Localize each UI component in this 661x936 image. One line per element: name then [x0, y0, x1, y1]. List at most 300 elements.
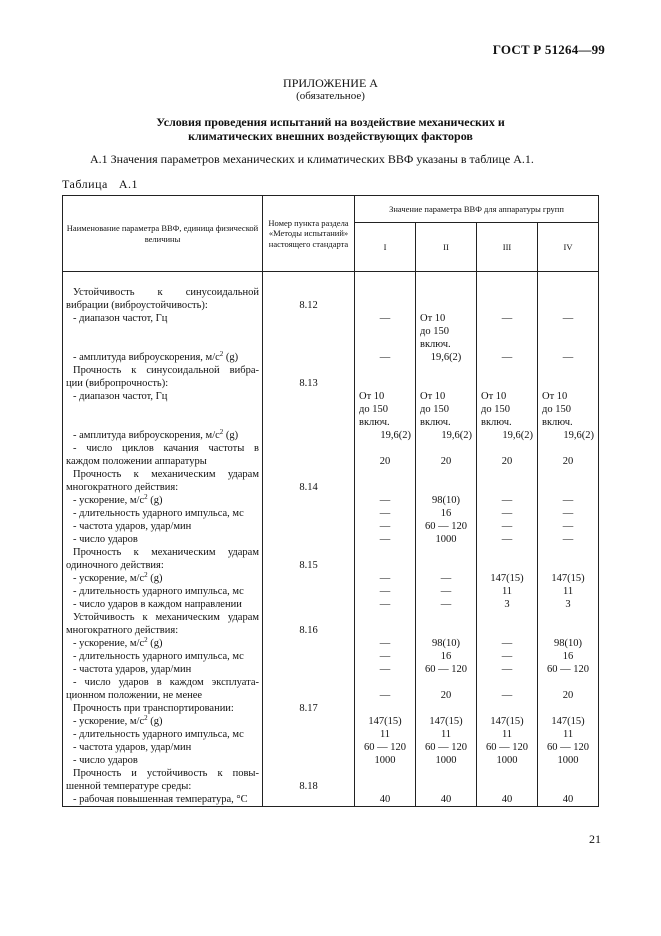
parameter-name-cell: Прочность и устойчивость к повы-: [63, 767, 263, 780]
group-2-value-cell: [416, 780, 477, 793]
clause-number-cell: [263, 364, 355, 377]
clause-number-cell: 8.13: [263, 377, 355, 390]
group-1-value-cell: —: [355, 637, 416, 650]
group-1-value-cell: [355, 611, 416, 624]
group-4-value-cell: [538, 546, 599, 559]
group-3-value-cell: 11: [477, 585, 538, 598]
group-2-value-cell: [416, 676, 477, 689]
table-row: [63, 442, 599, 455]
appendix-title: ПРИЛОЖЕНИЕ А: [283, 76, 378, 90]
group-4-value-cell: 147(15): [538, 572, 599, 585]
group-3-value-cell: 11: [477, 728, 538, 741]
header-clause-number: Номер пункта раздела «Методы испытаний» настоящего стандарта: [263, 196, 355, 272]
clause-number-cell: 8.16: [263, 624, 355, 637]
group-4-value-cell: [538, 767, 599, 780]
group-3-value-cell: [477, 468, 538, 481]
group-2-value-cell: 1000: [416, 533, 477, 546]
table-row: [63, 741, 599, 754]
group-3-value-cell: —: [477, 689, 538, 702]
table-row: [63, 377, 599, 390]
group-2-value-cell: 20: [416, 455, 477, 468]
group-3-value-cell: —: [477, 312, 538, 325]
group-1-value-cell: [355, 299, 416, 312]
group-1-value-cell: 1000: [355, 754, 416, 767]
group-1-value-cell: [355, 767, 416, 780]
clause-number-cell: [263, 416, 355, 429]
group-4-value-cell: 3: [538, 598, 599, 611]
group-2-value-cell: [416, 442, 477, 455]
group-4-value-cell: —: [538, 351, 599, 364]
clause-number-cell: [263, 611, 355, 624]
clause-number-cell: [263, 754, 355, 767]
group-2-value-cell: [416, 377, 477, 390]
group-1-value-cell: [355, 676, 416, 689]
group-3-value-cell: [477, 481, 538, 494]
table-row: [63, 728, 599, 741]
group-1-value-cell: [355, 702, 416, 715]
parameter-name-cell: - длительность ударного импульса, мс: [63, 507, 263, 520]
group-1-value-cell: —: [355, 351, 416, 364]
clause-number-cell: [263, 351, 355, 364]
group-4-value-cell: [538, 377, 599, 390]
parameter-name-cell: многократного действия:: [63, 624, 263, 637]
parameter-name-cell: [63, 338, 263, 351]
group-2-value-cell: [416, 702, 477, 715]
group-1-value-cell: [355, 481, 416, 494]
clause-number-cell: [263, 390, 355, 403]
group-1-value-cell: —: [355, 689, 416, 702]
header-group-2: II: [416, 223, 477, 272]
group-1-value-cell: [355, 338, 416, 351]
clause-number-cell: [263, 455, 355, 468]
clause-number-cell: [263, 429, 355, 442]
table-row: [63, 533, 599, 546]
group-2-value-cell: до 150: [416, 403, 477, 416]
group-3-value-cell: —: [477, 650, 538, 663]
table-row: [63, 546, 599, 559]
group-3-value-cell: —: [477, 637, 538, 650]
parameter-name-cell: - диапазон частот, Гц: [63, 390, 263, 403]
group-4-value-cell: 11: [538, 728, 599, 741]
clause-number-cell: [263, 325, 355, 338]
table-row: [63, 325, 599, 338]
group-4-value-cell: [538, 481, 599, 494]
group-2-value-cell: 19,6(2): [416, 429, 477, 442]
clause-number-cell: 8.12: [263, 299, 355, 312]
table-row: [63, 624, 599, 637]
parameter-name-cell: Прочность к синусоидальной вибра-: [63, 364, 263, 377]
parameter-name-cell: [63, 416, 263, 429]
clause-number-cell: [263, 403, 355, 416]
table-label: [62, 177, 138, 192]
group-4-value-cell: 98(10): [538, 637, 599, 650]
table-row: [63, 455, 599, 468]
clause-number-cell: [263, 637, 355, 650]
parameter-name-cell: ционном положении, не менее: [63, 689, 263, 702]
clause-number-cell: [263, 468, 355, 481]
clause-number-cell: [263, 338, 355, 351]
table-row: [63, 611, 599, 624]
group-2-value-cell: 98(10): [416, 494, 477, 507]
group-2-value-cell: [416, 611, 477, 624]
parameter-name-cell: - амплитуда виброускорения, $м/с^2$ (g): [63, 351, 263, 364]
group-3-value-cell: 19,6(2): [477, 429, 538, 442]
clause-number-cell: [263, 728, 355, 741]
group-4-value-cell: [538, 676, 599, 689]
group-1-value-cell: [355, 442, 416, 455]
group-3-value-cell: [477, 442, 538, 455]
group-4-value-cell: 60 — 120: [538, 663, 599, 676]
parameter-name-cell: - ускорение, $м/с^2$ (g): [63, 572, 263, 585]
clause-number-cell: [263, 598, 355, 611]
group-2-value-cell: включ.: [416, 338, 477, 351]
group-1-value-cell: —: [355, 650, 416, 663]
group-3-value-cell: [477, 338, 538, 351]
group-1-value-cell: до 150: [355, 403, 416, 416]
group-4-value-cell: 1000: [538, 754, 599, 767]
table-row: [63, 364, 599, 377]
section-heading: [0, 115, 661, 143]
parameter-name-cell: - частота ударов, удар/мин: [63, 520, 263, 533]
group-1-value-cell: [355, 325, 416, 338]
table-row: [63, 559, 599, 572]
clause-number-cell: [263, 650, 355, 663]
header-parameter-name: Наименование параметра ВВФ, единица физической величины: [63, 196, 263, 272]
appendix-subtitle: (обязательное): [296, 90, 365, 102]
group-3-value-cell: [477, 364, 538, 377]
group-3-value-cell: [477, 546, 538, 559]
parameter-name-cell: одиночного действия:: [63, 559, 263, 572]
group-1-value-cell: —: [355, 507, 416, 520]
table-row: [63, 507, 599, 520]
group-1-value-cell: —: [355, 533, 416, 546]
group-1-value-cell: 40: [355, 793, 416, 807]
clause-number-cell: [263, 520, 355, 533]
parameter-name-cell: - рабочая повышенная температура, °С: [63, 793, 263, 807]
table-row: [63, 676, 599, 689]
group-2-value-cell: [416, 624, 477, 637]
group-3-value-cell: —: [477, 494, 538, 507]
parameter-name-cell: Прочность к механическим ударам: [63, 468, 263, 481]
header-group-1: I: [355, 223, 416, 272]
group-3-value-cell: —: [477, 520, 538, 533]
table-row: [63, 572, 599, 585]
standard-number: ГОСТ Р 51264—99: [492, 42, 605, 57]
table-row: [63, 598, 599, 611]
parameter-name-cell: - длительность ударного импульса, мс: [63, 585, 263, 598]
table-row: [63, 637, 599, 650]
clause-number-cell: [263, 533, 355, 546]
table-row: [63, 416, 599, 429]
table-row: [63, 312, 599, 325]
table-row: [63, 351, 599, 364]
group-3-value-cell: до 150: [477, 403, 538, 416]
group-1-value-cell: [355, 624, 416, 637]
page-number: 21: [589, 832, 601, 846]
table-row: [63, 390, 599, 403]
group-2-value-cell: 60 — 120: [416, 520, 477, 533]
group-2-value-cell: От 10: [416, 390, 477, 403]
group-2-value-cell: —: [416, 572, 477, 585]
clause-number-cell: [263, 793, 355, 807]
group-4-value-cell: [538, 286, 599, 299]
group-3-value-cell: 40: [477, 793, 538, 807]
group-1-value-cell: [355, 364, 416, 377]
table-row: [63, 494, 599, 507]
group-3-value-cell: 147(15): [477, 572, 538, 585]
group-4-value-cell: [538, 702, 599, 715]
group-4-value-cell: 11: [538, 585, 599, 598]
parameter-name-cell: многократного действия:: [63, 481, 263, 494]
group-1-value-cell: —: [355, 598, 416, 611]
group-2-value-cell: [416, 559, 477, 572]
group-2-value-cell: 60 — 120: [416, 741, 477, 754]
group-4-value-cell: 16: [538, 650, 599, 663]
header-group-3: III: [477, 223, 538, 272]
group-2-value-cell: 19,6(2): [416, 351, 477, 364]
parameter-name-cell: - ускорение, $м/с^2$ (g): [63, 715, 263, 728]
group-3-value-cell: —: [477, 533, 538, 546]
group-4-value-cell: 147(15): [538, 715, 599, 728]
parameter-name-cell: - число ударов в каждом эксплуата-: [63, 676, 263, 689]
group-3-value-cell: включ.: [477, 416, 538, 429]
group-3-value-cell: [477, 611, 538, 624]
table-row: [63, 299, 599, 312]
group-2-value-cell: 11: [416, 728, 477, 741]
group-4-value-cell: —: [538, 533, 599, 546]
group-4-value-cell: 40: [538, 793, 599, 807]
parameter-name-cell: - ускорение, $м/с^2$ (g): [63, 637, 263, 650]
group-1-value-cell: —: [355, 312, 416, 325]
group-1-value-cell: [355, 559, 416, 572]
group-4-value-cell: [538, 559, 599, 572]
group-3-value-cell: —: [477, 507, 538, 520]
group-1-value-cell: —: [355, 663, 416, 676]
clause-number-cell: 8.18: [263, 780, 355, 793]
group-1-value-cell: 20: [355, 455, 416, 468]
group-4-value-cell: [538, 299, 599, 312]
group-4-value-cell: [538, 325, 599, 338]
group-4-value-cell: [538, 468, 599, 481]
group-4-value-cell: —: [538, 312, 599, 325]
clause-number-cell: [263, 585, 355, 598]
parameter-name-cell: - амплитуда виброускорения, $м/с^2$ (g): [63, 429, 263, 442]
group-1-value-cell: От 10: [355, 390, 416, 403]
table-label-word: Таблица: [62, 177, 108, 191]
group-3-value-cell: 147(15): [477, 715, 538, 728]
clause-number-cell: [263, 689, 355, 702]
clause-number-cell: [263, 715, 355, 728]
group-2-value-cell: включ.: [416, 416, 477, 429]
header-groups-caption: Значение параметра ВВФ для аппаратуры групп: [355, 196, 599, 223]
clause-number-cell: 8.15: [263, 559, 355, 572]
table-row: [63, 481, 599, 494]
parameter-name-cell: - диапазон частот, Гц: [63, 312, 263, 325]
parameter-name-cell: - число ударов: [63, 533, 263, 546]
group-4-value-cell: 20: [538, 455, 599, 468]
clause-number-cell: [263, 741, 355, 754]
parameter-name-cell: шенной температуре среды:: [63, 780, 263, 793]
table-spacer-row: [63, 272, 599, 287]
table-row: [63, 520, 599, 533]
group-1-value-cell: [355, 546, 416, 559]
group-2-value-cell: —: [416, 585, 477, 598]
clause-number-cell: [263, 572, 355, 585]
group-3-value-cell: [477, 676, 538, 689]
group-3-value-cell: [477, 286, 538, 299]
parameter-name-cell: - ускорение, $м/с^2$ (g): [63, 494, 263, 507]
clause-number-cell: 8.14: [263, 481, 355, 494]
group-3-value-cell: 60 — 120: [477, 741, 538, 754]
group-1-value-cell: 147(15): [355, 715, 416, 728]
intro-paragraph: А.1 Значения параметров механических и климатических ВВФ указаны в таблице А.1.: [90, 152, 534, 166]
clause-number-cell: 8.17: [263, 702, 355, 715]
table-row: [63, 585, 599, 598]
group-2-value-cell: [416, 299, 477, 312]
section-heading-line-2: климатических внешних воздействующих факторов: [188, 129, 473, 143]
parameter-name-cell: - длительность ударного импульса, мс: [63, 728, 263, 741]
table-row: [63, 689, 599, 702]
table-row: [63, 663, 599, 676]
group-2-value-cell: до 150: [416, 325, 477, 338]
group-4-value-cell: [538, 338, 599, 351]
clause-number-cell: [263, 494, 355, 507]
group-4-value-cell: [538, 364, 599, 377]
parameters-table: [62, 195, 599, 807]
clause-number-cell: [263, 286, 355, 299]
table-row: [63, 793, 599, 807]
group-1-value-cell: [355, 468, 416, 481]
group-3-value-cell: [477, 780, 538, 793]
group-1-value-cell: —: [355, 572, 416, 585]
group-2-value-cell: 1000: [416, 754, 477, 767]
parameter-name-cell: - число циклов качания частоты в: [63, 442, 263, 455]
group-2-value-cell: 16: [416, 507, 477, 520]
group-2-value-cell: [416, 546, 477, 559]
group-2-value-cell: —: [416, 598, 477, 611]
group-2-value-cell: 98(10): [416, 637, 477, 650]
group-2-value-cell: [416, 481, 477, 494]
group-3-value-cell: [477, 377, 538, 390]
group-1-value-cell: 60 — 120: [355, 741, 416, 754]
parameter-name-cell: вибрации (виброустойчивость):: [63, 299, 263, 312]
table-row: [63, 286, 599, 299]
group-3-value-cell: —: [477, 351, 538, 364]
group-3-value-cell: [477, 299, 538, 312]
parameter-name-cell: Устойчивость к механическим ударам: [63, 611, 263, 624]
group-2-value-cell: От 10: [416, 312, 477, 325]
clause-number-cell: [263, 442, 355, 455]
group-2-value-cell: 40: [416, 793, 477, 807]
group-3-value-cell: [477, 767, 538, 780]
table-row: [63, 702, 599, 715]
group-2-value-cell: [416, 364, 477, 377]
group-3-value-cell: 1000: [477, 754, 538, 767]
parameter-name-cell: [63, 403, 263, 416]
group-4-value-cell: —: [538, 494, 599, 507]
table-label-number: А.1: [118, 177, 138, 191]
parameter-name-cell: - число ударов в каждом направлении: [63, 598, 263, 611]
group-2-value-cell: [416, 767, 477, 780]
group-1-value-cell: [355, 286, 416, 299]
clause-number-cell: [263, 312, 355, 325]
group-1-value-cell: [355, 377, 416, 390]
group-3-value-cell: [477, 624, 538, 637]
clause-number-cell: [263, 663, 355, 676]
group-2-value-cell: 147(15): [416, 715, 477, 728]
clause-number-cell: [263, 546, 355, 559]
group-4-value-cell: [538, 780, 599, 793]
table-row: [63, 650, 599, 663]
clause-number-cell: [263, 507, 355, 520]
group-3-value-cell: [477, 325, 538, 338]
section-heading-line-1: Условия проведения испытаний на воздействие механических и: [156, 115, 505, 129]
parameter-name-cell: [63, 325, 263, 338]
table-row: [63, 754, 599, 767]
group-1-value-cell: 19,6(2): [355, 429, 416, 442]
group-4-value-cell: до 150: [538, 403, 599, 416]
parameter-name-cell: Прочность к механическим ударам: [63, 546, 263, 559]
group-1-value-cell: —: [355, 520, 416, 533]
parameter-name-cell: каждом положении аппаратуры: [63, 455, 263, 468]
group-1-value-cell: —: [355, 585, 416, 598]
clause-number-cell: [263, 767, 355, 780]
group-4-value-cell: 60 — 120: [538, 741, 599, 754]
parameter-name-cell: Устойчивость к синусоидальной: [63, 286, 263, 299]
parameter-name-cell: Прочность при транспортировании:: [63, 702, 263, 715]
table-body: [63, 272, 599, 807]
group-3-value-cell: 20: [477, 455, 538, 468]
parameter-name-cell: - длительность ударного импульса, мс: [63, 650, 263, 663]
parameter-name-cell: - частота ударов, удар/мин: [63, 741, 263, 754]
table-row: [63, 338, 599, 351]
group-1-value-cell: [355, 780, 416, 793]
header-group-4: IV: [538, 223, 599, 272]
group-4-value-cell: [538, 442, 599, 455]
parameter-name-cell: - число ударов: [63, 754, 263, 767]
table-row: [63, 468, 599, 481]
group-2-value-cell: 16: [416, 650, 477, 663]
group-4-value-cell: 19,6(2): [538, 429, 599, 442]
clause-number-cell: [263, 676, 355, 689]
group-4-value-cell: —: [538, 507, 599, 520]
group-3-value-cell: [477, 559, 538, 572]
group-3-value-cell: От 10: [477, 390, 538, 403]
group-4-value-cell: [538, 624, 599, 637]
group-2-value-cell: [416, 468, 477, 481]
group-4-value-cell: 20: [538, 689, 599, 702]
table-row: [63, 429, 599, 442]
group-1-value-cell: —: [355, 494, 416, 507]
group-4-value-cell: [538, 611, 599, 624]
group-2-value-cell: 60 — 120: [416, 663, 477, 676]
group-1-value-cell: 11: [355, 728, 416, 741]
parameter-name-cell: ции (вибропрочность):: [63, 377, 263, 390]
group-3-value-cell: [477, 702, 538, 715]
group-2-value-cell: [416, 286, 477, 299]
group-4-value-cell: —: [538, 520, 599, 533]
group-4-value-cell: включ.: [538, 416, 599, 429]
table-row: [63, 715, 599, 728]
parameter-name-cell: - частота ударов, удар/мин: [63, 663, 263, 676]
group-3-value-cell: —: [477, 663, 538, 676]
group-3-value-cell: 3: [477, 598, 538, 611]
table-row: [63, 780, 599, 793]
group-1-value-cell: включ.: [355, 416, 416, 429]
table-row: [63, 403, 599, 416]
group-4-value-cell: От 10: [538, 390, 599, 403]
table-row: [63, 767, 599, 780]
